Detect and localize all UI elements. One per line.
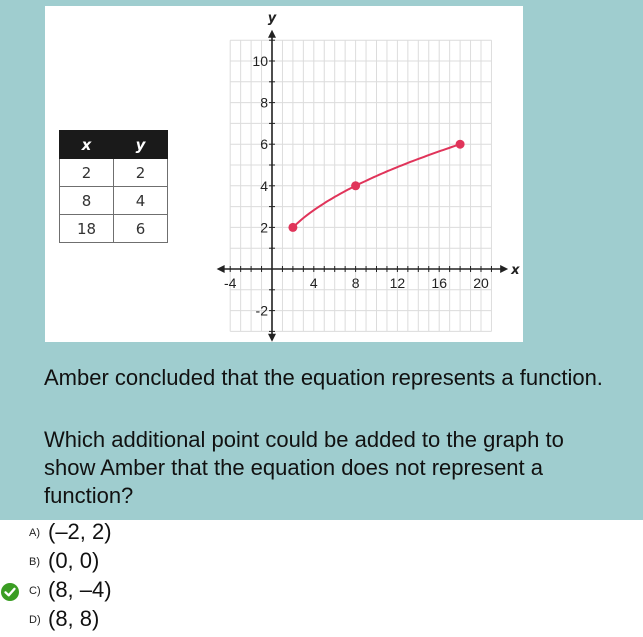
y-tick-label: 10: [252, 53, 268, 69]
y-tick-label: 8: [260, 94, 268, 111]
table-cell: 6: [114, 215, 168, 243]
choice-text: (8, 8): [48, 606, 100, 631]
figure: [45, 6, 523, 342]
table-cell: 8: [60, 187, 114, 215]
x-axis-arrow-left: [217, 265, 225, 273]
y-axis-label: y: [267, 10, 277, 26]
data-point: [456, 140, 465, 149]
x-axis-arrow-right: [500, 265, 508, 273]
choice-text: (8, –4): [48, 577, 112, 602]
choice-c[interactable]: [0, 577, 300, 605]
x-tick-label: 12: [389, 275, 406, 291]
x-tick-label: 4: [309, 275, 318, 291]
question-prompt: Which additional point could be added to the graph to show Amber that the equation does not represent a function?: [44, 427, 564, 508]
question-statement: Amber concluded that the equation represents a function.: [44, 365, 603, 390]
data-point: [288, 223, 297, 232]
x-tick-label: 16: [431, 275, 447, 291]
x-tick-label: 20: [473, 275, 489, 291]
xy-table-header-y: y: [114, 131, 168, 159]
y-tick-label: 6: [260, 136, 268, 153]
choice-text: (–2, 2): [48, 519, 112, 544]
y-tick-label: 2: [260, 219, 268, 236]
correct-check-icon: [1, 583, 19, 601]
y-tick-label: 4: [260, 177, 268, 194]
choice-b[interactable]: [0, 548, 300, 576]
choice-a[interactable]: [0, 519, 300, 547]
table-cell: 2: [60, 159, 114, 187]
coordinate-graph: [45, 6, 523, 342]
y-axis-arrow-down: [268, 334, 276, 342]
x-axis-label: x: [511, 263, 520, 278]
choice-letter: D): [29, 614, 41, 626]
y-tick-label: -2: [255, 302, 268, 319]
x-tick-label: 8: [351, 275, 360, 291]
table-cell: 2: [114, 159, 168, 187]
choice-letter: B): [29, 556, 40, 568]
data-point: [351, 181, 360, 190]
y-axis-arrow-up: [268, 30, 276, 38]
choice-letter: C): [29, 585, 41, 597]
choice-text: (0, 0): [48, 548, 100, 573]
xy-table-header-x: x: [60, 131, 114, 159]
choice-d[interactable]: [0, 606, 300, 634]
table-cell: 18: [60, 215, 114, 243]
table-cell: 4: [114, 187, 168, 215]
choice-letter: A): [29, 527, 40, 539]
x-tick-label: -4: [223, 275, 237, 291]
